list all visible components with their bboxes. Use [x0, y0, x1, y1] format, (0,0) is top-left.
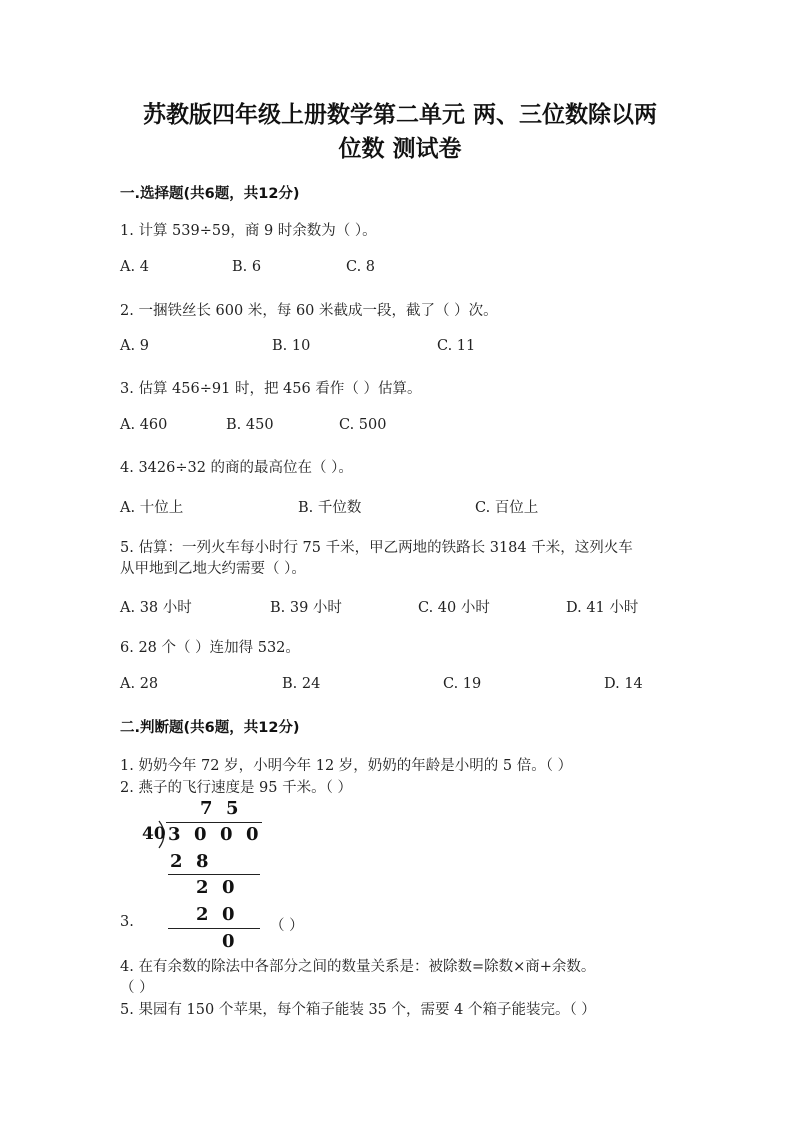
- question-4-option-c: C. 百位上: [475, 500, 539, 516]
- question-5-option-b: B. 39 小时: [270, 600, 342, 616]
- question-3-option-b: B. 450: [226, 417, 274, 433]
- division-bar: [166, 822, 262, 823]
- question-1-stem: 1. 计算 539÷59，商 9 时余数为（ ）。: [120, 223, 377, 239]
- question-2-option-b: B. 10: [272, 338, 311, 354]
- question-1-option-c: C. 8: [346, 259, 376, 275]
- question-6-option-a: A. 28: [120, 676, 159, 692]
- dividend-digit: 0: [246, 824, 259, 845]
- judgment-2: 2. 燕子的飞行速度是 95 千米。（ ）: [120, 780, 352, 796]
- question-3-option-c: C. 500: [339, 417, 387, 433]
- dividend-digit: 3: [168, 824, 181, 845]
- question-2-stem: 2. 一捆铁丝长 600 米，每 60 米截成一段，截了（ ）次。: [120, 303, 498, 319]
- final-remainder: 0: [222, 931, 235, 952]
- judgment-1: 1. 奶奶今年 72 岁，小明今年 12 岁，奶奶的年龄是小明的 5 倍。（ ）: [120, 758, 573, 774]
- question-3-option-a: A. 460: [120, 417, 168, 433]
- partial-product-digit: 2: [170, 851, 183, 872]
- quotient-digit: 7: [200, 798, 213, 819]
- judgment-3-number: 3.: [120, 914, 134, 930]
- judgment-3-bracket: （ ）: [270, 918, 304, 934]
- question-5-stem-line-1: 5. 估算：一列火车每小时行 75 千米，甲乙两地的铁路长 3184 千米，这列火车: [120, 540, 633, 556]
- dividend-digit: 0: [194, 824, 207, 845]
- question-4-stem: 4. 3426÷32 的商的最高位在（ ）。: [120, 460, 353, 476]
- dividend-digit: 0: [220, 824, 233, 845]
- question-5-option-d: D. 41 小时: [566, 600, 639, 616]
- partial-remainder-digit: 2: [196, 877, 209, 898]
- question-3-stem: 3. 估算 456÷91 时，把 456 看作（ ）估算。: [120, 381, 422, 397]
- partial-product-digit: 2: [196, 904, 209, 925]
- page-title-line-1: 苏教版四年级上册数学第二单元 两、三位数除以两: [142, 101, 657, 128]
- judgment-4-bracket: （ ）: [120, 980, 154, 996]
- question-6-option-d: D. 14: [604, 676, 643, 692]
- partial-remainder-digit: 0: [222, 877, 235, 898]
- question-5-option-c: C. 40 小时: [418, 600, 490, 616]
- question-5-stem-line-2: 从甲地到乙地大约需要（ ）。: [120, 561, 306, 577]
- question-6-stem: 6. 28 个（ ）连加得 532。: [120, 640, 300, 656]
- question-5-option-a: A. 38 小时: [120, 600, 192, 616]
- judgment-5: 5. 果园有 150 个苹果，每个箱子能装 35 个，需要 4 个箱子能装完。（ ）: [120, 1002, 596, 1018]
- question-4-option-a: A. 十位上: [120, 500, 184, 516]
- divisor: 40: [142, 824, 166, 844]
- question-2-option-a: A. 9: [120, 338, 149, 354]
- section-heading-judgment: 二.判断题(共6题，共12分): [120, 720, 300, 736]
- section-heading-choice: 一.选择题(共6题，共12分): [120, 186, 300, 202]
- question-2-option-c: C. 11: [437, 338, 476, 354]
- page-title-line-2: 位数 测试卷: [338, 135, 462, 162]
- judgment-4: 4. 在有余数的除法中各部分之间的数量关系是：被除数=除数×商+余数。: [120, 959, 596, 975]
- question-6-option-b: B. 24: [282, 676, 321, 692]
- subtraction-line: [168, 874, 260, 875]
- partial-product-digit: 0: [222, 904, 235, 925]
- question-6-option-c: C. 19: [443, 676, 482, 692]
- partial-product-digit: 8: [196, 851, 209, 872]
- quotient-digit: 5: [226, 798, 239, 819]
- subtraction-line: [168, 928, 260, 929]
- question-1-option-a: A. 4: [120, 259, 149, 275]
- question-1-option-b: B. 6: [232, 259, 262, 275]
- question-4-option-b: B. 千位数: [298, 500, 362, 516]
